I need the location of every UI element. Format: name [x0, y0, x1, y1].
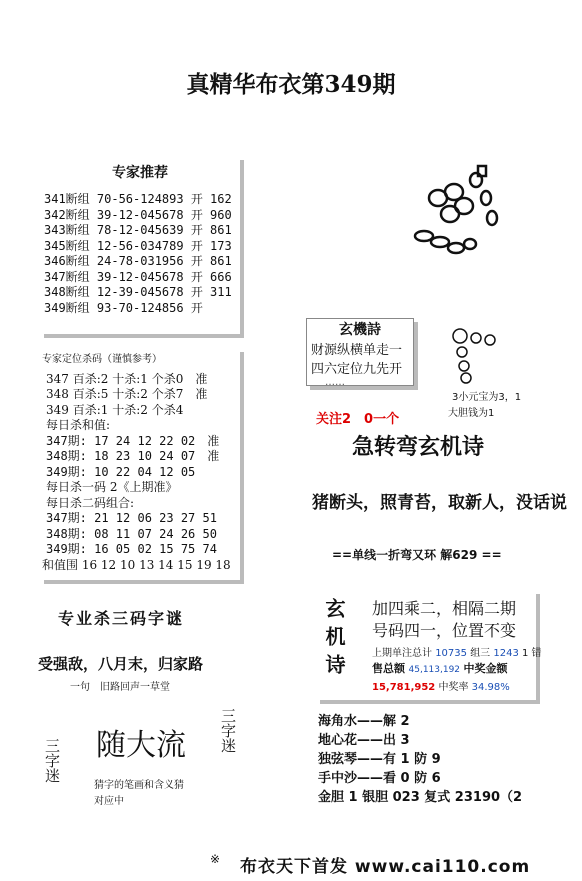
single-line: ==单线一折弯又环 解629 == [332, 548, 502, 562]
poem-box-heading: 玄機詩 [339, 322, 381, 338]
beads-illustration [406, 160, 510, 260]
xuanji-line: 猪断头，照青苔，取新人，没话说 [312, 493, 567, 513]
expert-heading: 专家推荐 [112, 165, 168, 181]
stat1-label: 上期单注总计 [372, 648, 432, 659]
expert-row: 346断组 24-78-031956 开 861 [44, 254, 232, 268]
kill-row: 349 百杀:1 十杀:2 个杀4 [46, 402, 184, 417]
kill-heading: 专家定位杀码（谨慎参考） [42, 354, 162, 365]
kill-panel [40, 348, 240, 580]
two-row: 347期: 21 12 06 23 27 51 [46, 511, 217, 525]
poem2: 号码四一，位置不变 [372, 621, 517, 640]
two-list [40, 511, 240, 558]
poem-box-line1: 财源纵横单走一 [311, 343, 403, 358]
stat2 [372, 660, 508, 676]
kill-row: 348 百杀:5 十杀:2 个杀7 准 [46, 387, 208, 401]
stat1-value2: 1243 [493, 648, 519, 659]
expert-panel [40, 156, 240, 334]
stat1-value: 10735 [435, 648, 467, 659]
stat1-extra: 组三 [470, 648, 491, 659]
answer-row: 手中沙——看 0 防 6 [318, 771, 441, 786]
kill-row: 347 百杀:2 十杀:1 个杀0 准 [46, 371, 208, 386]
expert-row: 341断组 70-56-124893 开 162 [44, 192, 232, 206]
expert-row: 345断组 12-56-034789 开 173 [44, 238, 232, 253]
two-heading: 每日杀二码组合: [46, 495, 135, 510]
riddle-panel [34, 598, 246, 858]
expert-row: 349断组 93-70-124856 开 [44, 300, 203, 315]
answer-row: 海角水——解 2 [318, 714, 410, 729]
follow-text: 关注2 0一个 [316, 412, 400, 427]
poem-box [306, 318, 414, 386]
riddle-hint2: 对应中 [94, 796, 124, 807]
expert-row: 347断组 39-12-045678 开 666 [44, 269, 232, 284]
stat2-tail: 中奖金额 [463, 662, 508, 675]
stat1-tail: 1 错 [522, 648, 542, 659]
riddle-line1: 受强敌，八月末，归家路 [38, 655, 204, 673]
stat2-value: 45,113,192 [408, 665, 461, 675]
sum-row: 和值围 16 12 10 13 14 15 19 18 [42, 557, 231, 572]
dice-line2: 大胆钱为1 [448, 408, 495, 419]
daily-list [40, 434, 240, 481]
two-row: 348期: 08 11 07 24 26 50 [46, 526, 217, 541]
stat3-label: 中奖率 [438, 682, 469, 693]
footer-mark: ※ [210, 852, 221, 866]
answers-list [318, 712, 558, 807]
stat3 [372, 678, 510, 693]
expert-list [40, 192, 240, 316]
daily-row: 349期: 10 22 04 12 05 [46, 464, 196, 479]
expert-row: 342断组 39-12-045678 开 960 [44, 207, 232, 222]
riddle-heading: 专业杀三码字谜 [58, 609, 185, 628]
daily-row: 348期: 18 23 10 24 07 准 [46, 449, 220, 463]
expert-row: 348断组 12-39-045678 开 311 [44, 285, 232, 299]
riddle-hint1: 猜字的笔画和含义猜 [94, 780, 184, 791]
stat3-rate: 34.98% [471, 682, 510, 693]
answer-row: 金胆 1 银胆 023 复式 23190（2 [318, 790, 523, 805]
xuanji-vert: 玄机诗 [322, 598, 346, 682]
riddle-big: 随大流 [96, 728, 186, 763]
riddle-line2: 一句 旧路回声一草堂 [70, 682, 170, 693]
answer-row: 独弦琴——有 1 防 9 [318, 752, 441, 767]
expert-row: 343断组 78-12-045639 开 861 [44, 223, 232, 237]
two-row: 349期: 16 05 02 15 75 74 [46, 542, 217, 556]
poem-box-line2: 四六定位九先开 [311, 362, 403, 377]
daily-row: 347期: 17 24 12 22 02 准 [46, 433, 220, 448]
daily-heading: 每日杀和值: [46, 418, 111, 432]
poem1: 加四乘二，相隔二期 [372, 599, 517, 618]
riddle-side-left: 三字迷 [43, 738, 61, 783]
stat3-value: 15,781,952 [372, 682, 436, 693]
footer-text: 布衣天下首发 www.cai110.com [240, 857, 531, 877]
page-title: 真精华布衣第349期 [186, 71, 396, 98]
stat1 [372, 644, 542, 659]
kill-list [40, 372, 240, 419]
stat2-label: 售总额 [372, 662, 405, 675]
riddle-side-right: 三字迷 [219, 708, 237, 753]
coins-illustration [446, 324, 510, 384]
answers-panel [318, 712, 558, 812]
dice-line1: 3小元宝为3，1 [452, 392, 522, 403]
xuanji-heading: 急转弯玄机诗 [352, 435, 485, 460]
one-code: 每日杀一码 2《上期准》 [46, 480, 178, 494]
xuanji-panel [316, 590, 542, 700]
answer-row: 地心花——出 3 [318, 733, 410, 748]
poem-box-line3: …… [325, 377, 345, 388]
